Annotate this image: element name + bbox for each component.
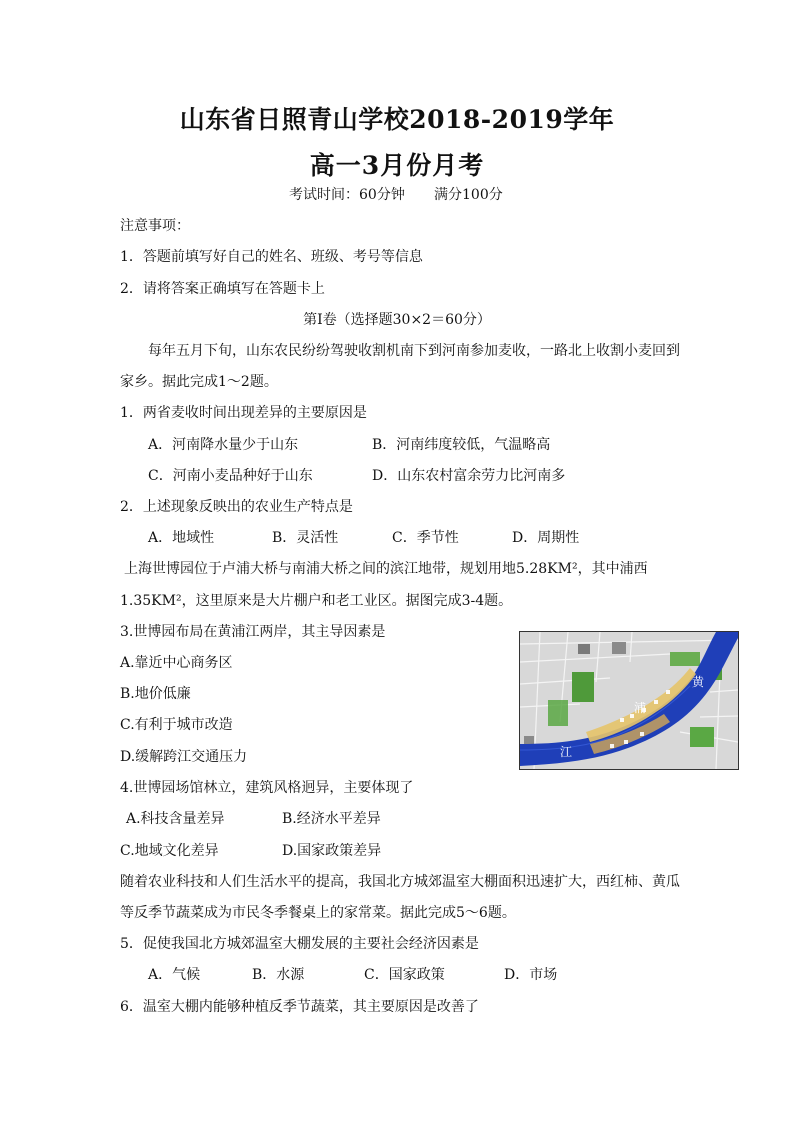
- question-6-stem: 6．温室大棚内能够种植反季节蔬菜，其主要原因是改善了: [120, 999, 479, 1015]
- question-2-option-b: B．灵活性: [272, 530, 339, 546]
- passage-1-line-2: 家乡。据此完成1～2题。: [120, 374, 278, 390]
- question-4-option-d: D.国家政策差异: [282, 843, 382, 859]
- question-2-stem: 2．上述现象反映出的农业生产特点是: [120, 499, 353, 515]
- passage-2-line-2: 1.35KM²，这里原来是大片棚户和老工业区。据图完成3-4题。: [120, 593, 513, 609]
- map-label-pu: 浦: [634, 701, 647, 715]
- question-2-option-a: A．地域性: [148, 530, 215, 546]
- notice-heading: 注意事项：: [120, 218, 190, 234]
- question-4-stem: 4.世博园场馆林立，建筑风格迥异，主要体现了: [120, 780, 414, 796]
- question-4-option-c: C.地域文化差异: [120, 843, 219, 859]
- notice-item: 2．请将答案正确填写在答题卡上: [120, 281, 325, 297]
- question-3-option-d: D.缓解跨江交通压力: [120, 749, 248, 765]
- notice-item: 1．答题前填写好自己的姓名、班级、考号等信息: [120, 249, 423, 265]
- question-3-option-a: A.靠近中心商务区: [120, 655, 233, 671]
- question-5-option-c: C．国家政策: [364, 967, 445, 983]
- question-5-option-a: A．气候: [148, 967, 201, 983]
- exam-title-line1: 山东省日照青山学校2018-2019学年: [179, 105, 615, 134]
- passage-3-line-1: 随着农业科技和人们生活水平的提高，我国北方城郊温室大棚面积迅速扩大，西红柿、黄瓜: [120, 874, 680, 890]
- question-4-option-a: A.科技含量差异: [126, 811, 225, 827]
- expo-park-map: [519, 631, 739, 770]
- exam-title-line2: 高一3月份月考: [309, 151, 485, 180]
- passage-3-line-2: 等反季节蔬菜成为市民冬季餐桌上的家常菜。据此完成5～6题。: [120, 905, 516, 921]
- question-1-option-c: C．河南小麦品种好于山东: [148, 468, 313, 484]
- question-1-option-d: D．山东农村富余劳力比河南多: [372, 468, 566, 484]
- question-5-stem: 5．促使我国北方城郊温室大棚发展的主要社会经济因素是: [120, 936, 479, 952]
- question-5-option-d: D．市场: [504, 967, 558, 983]
- question-3-option-b: B.地价低廉: [120, 686, 191, 702]
- question-4-option-b: B.经济水平差异: [282, 811, 381, 827]
- map-label-huang: 黄: [692, 675, 705, 689]
- section-title: 第Ⅰ卷（选择题30×2＝60分）: [303, 312, 491, 328]
- passage-2-line-1: 上海世博园位于卢浦大桥与南浦大桥之间的滨江地带，规划用地5.28KM²，其中浦西: [124, 561, 648, 577]
- question-5-option-b: B．水源: [252, 967, 305, 983]
- question-1-stem: 1．两省麦收时间出现差异的主要原因是: [120, 405, 367, 421]
- question-3-stem: 3.世博园布局在黄浦江两岸，其主导因素是: [120, 624, 386, 640]
- question-1-option-a: A．河南降水量少于山东: [148, 437, 299, 453]
- question-2-option-d: D．周期性: [512, 530, 580, 546]
- question-3-option-c: C.有利于城市改造: [120, 717, 233, 733]
- question-2-option-c: C．季节性: [392, 530, 459, 546]
- exam-score: 满分100分: [434, 187, 503, 203]
- map-label-jiang: 江: [560, 745, 573, 759]
- passage-1-line-1: 每年五月下旬，山东农民纷纷驾驶收割机南下到河南参加麦收，一路北上收割小麦回到: [148, 343, 680, 359]
- exam-time: 考试时间：60分钟: [289, 187, 405, 203]
- question-1-option-b: B．河南纬度较低，气温略高: [372, 437, 551, 453]
